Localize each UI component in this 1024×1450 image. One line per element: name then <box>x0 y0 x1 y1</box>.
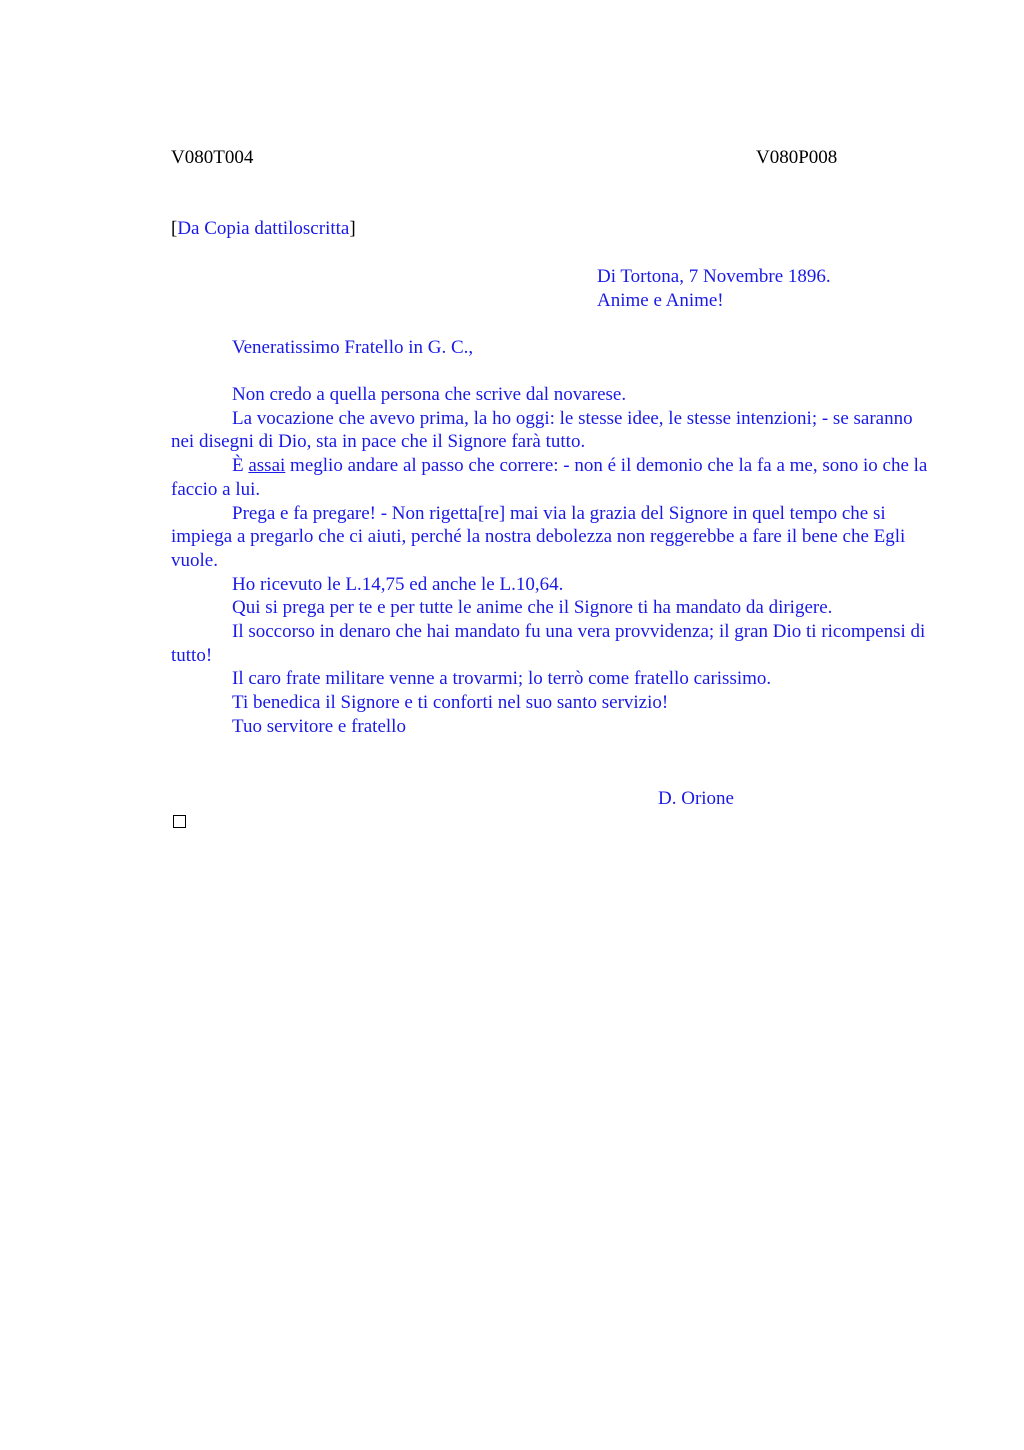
paragraph: Il soccorso in denaro che hai mandato fu una vera provvidenza; il gran Dio ti ricompensi di tutto! <box>171 621 926 666</box>
paragraph: Ho ricevuto le L.14,75 ed anche le L.10,64. <box>232 573 564 595</box>
paragraph-text: meglio andare al passo che correre: - non é il demonio che la fa a me, sono io che la faccio a lui. <box>171 455 928 500</box>
source-text: Da Copia dattiloscritta <box>177 218 350 239</box>
letter-salutation: Veneratissimo Fratello in G. C., <box>232 337 474 358</box>
paragraph: Ti benedica il Signore e ti conforti nel suo santo servizio! <box>232 692 669 714</box>
paragraph: Non credo a quella persona che scrive dal novarese. <box>232 384 627 405</box>
document-code-left: V080T004 <box>171 147 254 168</box>
letter-body <box>171 383 931 739</box>
paragraph: Prega e fa pregare! - Non rigetta[re] mai via la grazia del Signore in quel tempo che si impiega a pregarlo che ci aiuti, perché la nostra debolezza non reggerebbe a fare il bene che Egli vuole. <box>171 502 906 571</box>
paragraph: Qui si prega per te e per tutte le anime che il Signore ti ha mandato da dirigere. <box>232 597 833 619</box>
letter-motto: Anime e Anime! <box>597 290 724 311</box>
end-marker-box <box>173 815 186 828</box>
source-open-bracket: [ <box>171 218 178 239</box>
source-close-bracket: ] <box>349 218 356 239</box>
paragraph-text: È <box>232 455 249 477</box>
paragraph <box>171 454 931 501</box>
paragraph: Tuo servitore e fratello <box>232 715 406 737</box>
letter-dateline: Di Tortona, 7 Novembre 1896. <box>597 266 831 287</box>
document-code-right: V080P008 <box>756 147 838 168</box>
paragraph: La vocazione che avevo prima, la ho oggi: le stesse idee, le stesse intenzioni; - se saranno nei disegni di Dio, sta in pace che il Signore farà tutto. <box>171 407 913 453</box>
letter-signature: D. Orione <box>658 788 734 809</box>
source-note <box>171 217 356 241</box>
underlined-word: assai <box>248 455 286 477</box>
paragraph: Il caro frate militare venne a trovarmi; lo terrò come fratello carissimo. <box>232 668 772 690</box>
